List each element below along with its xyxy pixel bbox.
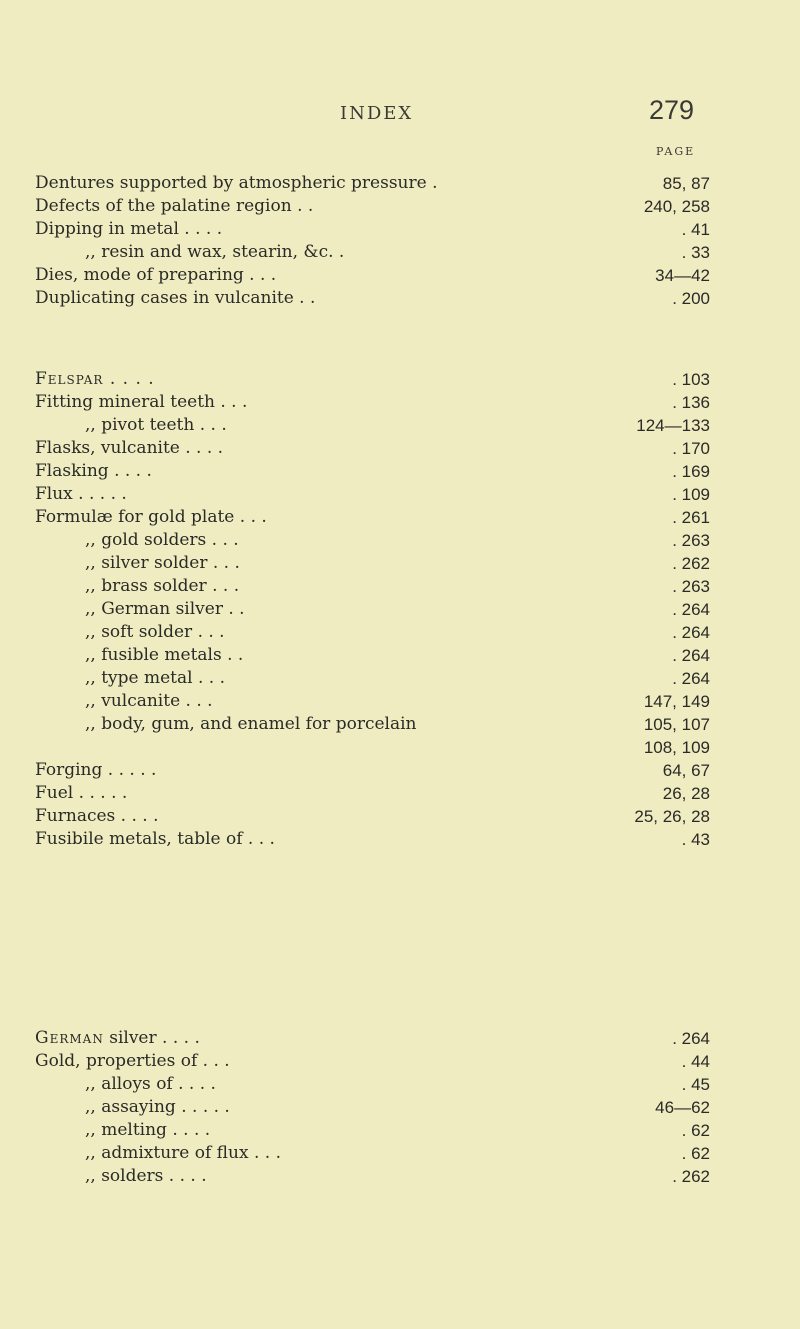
- entry-pages: . 169: [672, 462, 710, 481]
- entry-pages: . 109: [672, 485, 710, 504]
- index-entry: [0, 287, 800, 310]
- running-title: INDEX: [340, 103, 414, 124]
- entry-pages: 85, 87: [662, 174, 710, 193]
- entry-pages: 105, 107: [643, 715, 710, 734]
- entry-pages: . 33: [681, 243, 710, 262]
- index-entry: [0, 1096, 800, 1119]
- index-entry: [0, 759, 800, 782]
- entry-term: Fusibile metals, table of . . .: [35, 829, 275, 849]
- entry-pages: . 62: [681, 1144, 710, 1163]
- entry-pages: 64, 67: [662, 761, 710, 780]
- entry-pages: . 103: [672, 370, 710, 389]
- entry-pages: 240, 258: [643, 197, 710, 216]
- entry-pages: . 263: [672, 577, 710, 596]
- index-entry: [0, 1165, 800, 1188]
- index-entry: [0, 483, 800, 506]
- page-header: [0, 97, 800, 137]
- entry-pages: . 264: [672, 600, 710, 619]
- entry-term: ,, solders . . . .: [85, 1166, 207, 1186]
- entry-pages: . 200: [672, 289, 710, 308]
- index-entry: [0, 437, 800, 460]
- index-entry: [0, 713, 800, 736]
- entry-term: ,, assaying . . . . .: [85, 1097, 230, 1117]
- entry-pages: 34—42: [655, 266, 710, 285]
- index-entry: [0, 506, 800, 529]
- entry-pages: 46—62: [655, 1098, 710, 1117]
- index-entry: [0, 667, 800, 690]
- entry-term: ,, admixture of flux . . .: [85, 1143, 281, 1163]
- entry-term: ,, vulcanite . . .: [85, 691, 213, 711]
- entry-pages: . 62: [681, 1121, 710, 1140]
- index-entry: [0, 264, 800, 287]
- entry-term: ,, body, gum, and enamel for porcelain: [85, 714, 417, 734]
- index-entry: [0, 241, 800, 264]
- entry-pages: . 262: [672, 554, 710, 573]
- small-caps-word: German: [35, 1028, 104, 1048]
- index-entry: [0, 782, 800, 805]
- entry-term: ,, brass solder . . .: [85, 576, 240, 596]
- entry-pages: . 263: [672, 531, 710, 550]
- index-entry: [0, 414, 800, 437]
- entry-term: Fuel . . . . .: [35, 783, 128, 803]
- entry-pages: . 264: [672, 646, 710, 665]
- index-section-f: [0, 368, 800, 851]
- index-entry: [0, 598, 800, 621]
- entry-term: Flasking . . . .: [35, 461, 152, 481]
- entry-term: Flasks, vulcanite . . . .: [35, 438, 224, 458]
- index-entry: [0, 195, 800, 218]
- index-entry: [0, 644, 800, 667]
- entry-term: ,, alloys of . . . .: [85, 1074, 216, 1094]
- index-entry-continuation: [0, 736, 800, 759]
- index-entry: [0, 1073, 800, 1096]
- index-section-d: [0, 172, 800, 310]
- index-entry: [0, 218, 800, 241]
- entry-term: ,, fusible metals . .: [85, 645, 244, 665]
- index-entry: [0, 460, 800, 483]
- entry-term: Flux . . . . .: [35, 484, 127, 504]
- entry-pages: . 264: [672, 1029, 710, 1048]
- entry-term: Felspar . . . .: [35, 369, 155, 389]
- entry-term: ,, soft solder . . .: [85, 622, 225, 642]
- entry-term: ,, resin and wax, stearin, &c. .: [85, 242, 345, 262]
- entry-pages-continued: 108, 109: [643, 738, 710, 757]
- index-entry: [0, 1050, 800, 1073]
- entry-pages: . 261: [672, 508, 710, 527]
- entry-pages: 147, 149: [643, 692, 710, 711]
- index-entry: [0, 391, 800, 414]
- entry-pages: 25, 26, 28: [634, 807, 710, 826]
- index-entry: [0, 575, 800, 598]
- entry-term: Dipping in metal . . . .: [35, 219, 223, 239]
- entry-term: ,, pivot teeth . . .: [85, 415, 227, 435]
- entry-term: ,, silver solder . . .: [85, 553, 240, 573]
- index-entry: [0, 805, 800, 828]
- entry-term: Fitting mineral teeth . . .: [35, 392, 248, 412]
- entry-term: ,, type metal . . .: [85, 668, 226, 688]
- entry-pages: 124—133: [636, 416, 710, 435]
- entry-pages: . 264: [672, 669, 710, 688]
- entry-pages: . 136: [672, 393, 710, 412]
- entry-term: Defects of the palatine region . .: [35, 196, 314, 216]
- index-section-g: [0, 1027, 800, 1188]
- page-number: 279: [649, 95, 695, 125]
- index-entry: [0, 529, 800, 552]
- entry-term: ,, gold solders . . .: [85, 530, 239, 550]
- entry-term: Formulæ for gold plate . . .: [35, 507, 267, 527]
- entry-term: German silver . . . .: [35, 1028, 200, 1048]
- entry-term: Dies, mode of preparing . . .: [35, 265, 277, 285]
- entry-pages: . 264: [672, 623, 710, 642]
- entry-term: Furnaces . . . .: [35, 806, 159, 826]
- index-entry: [0, 552, 800, 575]
- page-column-label: PAGE: [656, 145, 696, 158]
- entry-term: Dentures supported by atmospheric pressure .: [35, 173, 438, 193]
- entry-term: Duplicating cases in vulcanite . .: [35, 288, 316, 308]
- entry-pages: . 43: [681, 830, 710, 849]
- entry-pages: . 44: [681, 1052, 710, 1071]
- entry-term: Forging . . . . .: [35, 760, 157, 780]
- index-entry: [0, 368, 800, 391]
- index-entry: [0, 172, 800, 195]
- entry-term: ,, melting . . . .: [85, 1120, 211, 1140]
- index-entry: [0, 1142, 800, 1165]
- entry-pages: 26, 28: [662, 784, 710, 803]
- index-entry: [0, 828, 800, 851]
- entry-term: Gold, properties of . . .: [35, 1051, 230, 1071]
- entry-pages: . 41: [681, 220, 710, 239]
- entry-term: ,, German silver . .: [85, 599, 245, 619]
- index-entry: [0, 690, 800, 713]
- entry-pages: . 170: [672, 439, 710, 458]
- index-entry: [0, 621, 800, 644]
- index-entry: [0, 1027, 800, 1050]
- entry-pages: . 45: [681, 1075, 710, 1094]
- entry-pages: . 262: [672, 1167, 710, 1186]
- index-entry: [0, 1119, 800, 1142]
